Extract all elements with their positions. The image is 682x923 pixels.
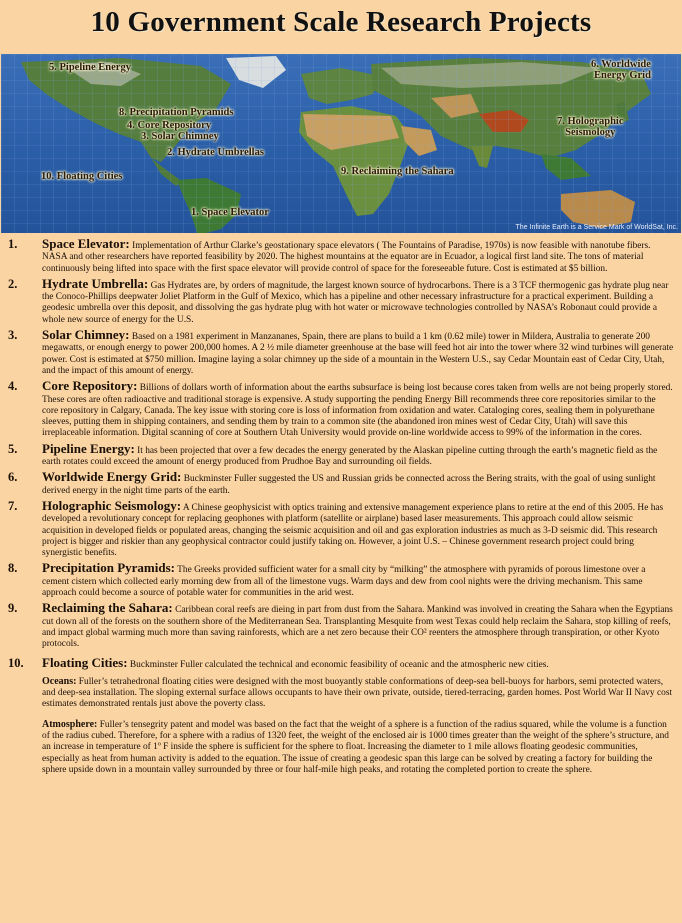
list-item — [0, 497, 682, 559]
subsection-oceans — [42, 676, 674, 711]
item-text: Billions of dollars worth of information about the earths subsurface is being lost because cores taken from wells are not being properly stored. These cores are often radioactive and traditional storage is expensive. A study supporting the pending Energy Bill recommends three core repositories similar to the core repository in Calgary, Canada. The key issue with storing core is loss of information from oxidation and water. Cataloging cores, sealing them in polyurethane sleeves, putting them in shipping containers, and sending them by train to a common site (the abandoned iron mines west of Cedar City, Utah) will save this irreplaceable information. Digital scanning of core at Southern Utah University would provide on-line worldwide access to 99% of the information in the cores. — [42, 383, 673, 439]
list-item — [0, 440, 682, 469]
map-label-floating-cities: 10. Floating Cities — [41, 171, 123, 182]
item-number: 9. — [8, 601, 18, 616]
map-label-precipitation-pyramids: 8. Precipitation Pyramids — [119, 107, 234, 118]
item-text: A Chinese geophysicist with optics training and extensive management experience plans to retire at the end of this 2005. He has developed a revolutionary concept for replacing geophones with platform (satellite or airplane) based laser measurements. This approach could allow seismic acquisition in developed fields or populated areas, changing the seismic acquisition and oil and gas exploration industries as much as 3-D seismic did. This research project is bigger and riskier than any geophysical contractor could justify taking on. However, a joint U.S. – Chinese government research project could bring synergistic benefits. — [42, 502, 664, 559]
item-heading: Worldwide Energy Grid: — [42, 469, 182, 485]
item-text: Buckminster Fuller calculated the technical and economic feasibility of oceanic and the atmospheric new cities. — [127, 659, 549, 670]
map-credit: The Infinite Earth is a Service Mark of WorldSat, Inc. — [515, 224, 678, 231]
list-item — [0, 562, 682, 599]
item-text: Based on a 1981 experiment in Manzananes, Spain, there are plans to build a 1 km (0.62 mile) tower in Mildera, Australia to generate 200 megawatts, or enough energy to power 200,000 homes. A 2 ½ mile diameter greenhouse at the base will feed hot air into the tower where 32 wind turbines will generate power. Cost is estimated at $750 million. Imagine laying a solar chimney up the side of a mountain in the Western U.S., say Cedar Mountain east of Cedar City, Utah, and the impact of this amount of energy. — [42, 332, 674, 376]
subsection-atmosphere — [42, 719, 674, 776]
subsection-heading: Atmosphere: — [42, 718, 98, 730]
item-heading: Hydrate Umbrella: — [42, 275, 149, 291]
subsection-text: Fuller’s tensegrity patent and model was based on the fact that the weight of a sphere is a function of the radius squared, while the volume is a function of the radius cubed. Therefore, for a sphere with a radius of 1320 feet, the weight of the enclosed air is 1000 times greater than the weight of the sphere’s structure, and an increase in temperature of 1º F inside the sphere is sufficient for the sphere to float. Increasing the diameter to 1 mile allows floating geodesic communities, especially as heat from human activity is added to the equation. The issue of creating a geodesic span this large can be solved by creating a factory for building the sphere upside down in a mountain valley surrounded by three or four half-mile high peaks, and rotating the completed portion to create the sphere. — [42, 719, 669, 775]
list-item — [0, 380, 682, 439]
item-heading: Floating Cities: — [42, 654, 128, 670]
item-number: 3. — [8, 328, 18, 343]
subsection-text: Fuller’s tetrahedronal floating cities were designed with the most buoyantly stable conformations of deep-sea bell-buoys for harbors, semi protected waters, and deep-sea installation. The sloping external surface allows occupants to have their own private, outside, tiered-terracing, garden homes. Post World War II Navy cost estimates demonstrated rentals just above the poverty class. — [42, 676, 673, 710]
item-text: Implementation of Arthur Clarke’s geostationary space elevators ( The Fountains of Paradise, 1970s) is now feasible with nanotube fibers. NASA and other researchers have reported feasibility by 2020. The highest mountains at the equator are in Ecuador, a logical first land site. The tons of material continuously being lifted into space with the first space elevator will provide control of space for the foreseeable future. Cost is estimated at $5 billion. — [42, 241, 651, 274]
item-heading: Reclaiming the Sahara: — [42, 600, 173, 616]
item-number: 2. — [8, 276, 18, 291]
project-list — [0, 238, 682, 779]
list-item — [0, 238, 682, 275]
list-item — [0, 471, 682, 497]
list-item — [0, 329, 682, 377]
page-title: 10 Government Scale Research Projects — [90, 6, 592, 38]
item-text: The Greeks provided sufficient water for a small city by “milking” the atmosphere with pyramids of porous limestone over a cement cistern which collected early morning dew from all of the limestone vugs. Warm days and dew from cool nights were the driving mechanism. This same approach could become a source of potable water for communities in the arid west. — [42, 565, 646, 599]
item-heading: Core Repository: — [42, 378, 138, 394]
item-number: 8. — [8, 561, 18, 576]
map-label-worldwide-energy-grid: 6. Worldwide Energy Grid — [591, 59, 651, 81]
world-map-image — [1, 54, 681, 233]
item-number: 5. — [8, 441, 18, 456]
map-label-core-repository: 4. Core Repository — [127, 120, 212, 131]
map-label-hydrate-umbrellas: 2. Hydrate Umbrellas — [167, 147, 264, 158]
map-label-reclaiming-sahara: 9. Reclaiming the Sahara — [341, 166, 454, 177]
map-label-holographic-seismology: 7. Holographic Seismology — [557, 116, 624, 138]
item-heading: Holographic Seismology: — [42, 497, 182, 513]
map-label-pipeline-energy: 5. Pipeline Energy — [49, 62, 131, 73]
item-text: Buckminster Fuller suggested the US and Russian grids be connected across the Bering straits, with the goal of using sunlight derived energy in the night time parts of the earth. — [42, 474, 656, 496]
item-heading: Pipeline Energy: — [42, 440, 135, 456]
item-number: 10. — [8, 655, 24, 670]
item-text: Gas Hydrates are, by orders of magnitude, the largest known source of hydrocarbons. There is a 3 TCF thermogenic gas hydrate plug near the Conoco-Phillips deepwater Joliet Platform in the Gulf of Mexico, which has a pipeline and other necessary infrastructure for a practical experiment. Building a geodesic umbrella over this deposit, and dissolving the gas hydrate plug with hot water or microwave technologies controlled by NASA’s Robonaut could provide a whole new source of energy for the U.S. — [42, 280, 669, 325]
item-heading: Solar Chimney: — [42, 327, 130, 343]
list-item — [0, 654, 682, 777]
item-heading: Space Elevator: — [42, 236, 130, 251]
world-map — [1, 54, 681, 233]
list-item — [0, 275, 682, 326]
map-label-space-elevator: 1. Space Elevator — [191, 207, 269, 218]
subsection-heading: Oceans: — [42, 675, 77, 687]
map-label-solar-chimney: 3. Solar Chimney — [141, 131, 219, 142]
item-text: Caribbean coral reefs are dieing in part from dust from the Sahara. Mankind was involved in creating the Sahara when the Egyptians cut down all of the forests on the southern shore of the Mediterranean Sea. Transplanting Mesquite from west Texas could help reclaim the Sahara, stop killing of reefs, and impact global warming much more than saving rainforests, which are a net zero because their CO² reenters the atmosphere through transpiration, or other Kyoto protocols. — [42, 605, 673, 650]
item-number: 7. — [8, 498, 18, 513]
item-number: 1. — [8, 237, 18, 251]
item-heading: Precipitation Pyramids: — [42, 560, 175, 576]
list-item — [0, 602, 682, 650]
item-text: It has been projected that over a few decades the energy generated by the Alaskan pipeline cutting through the earth’s magnetic field as the earth rotates could exceed the amount of energy produced from Prudhoe Bay and surrounding oil fields. — [42, 445, 658, 468]
item-number: 6. — [8, 470, 18, 485]
item-number: 4. — [8, 379, 18, 394]
